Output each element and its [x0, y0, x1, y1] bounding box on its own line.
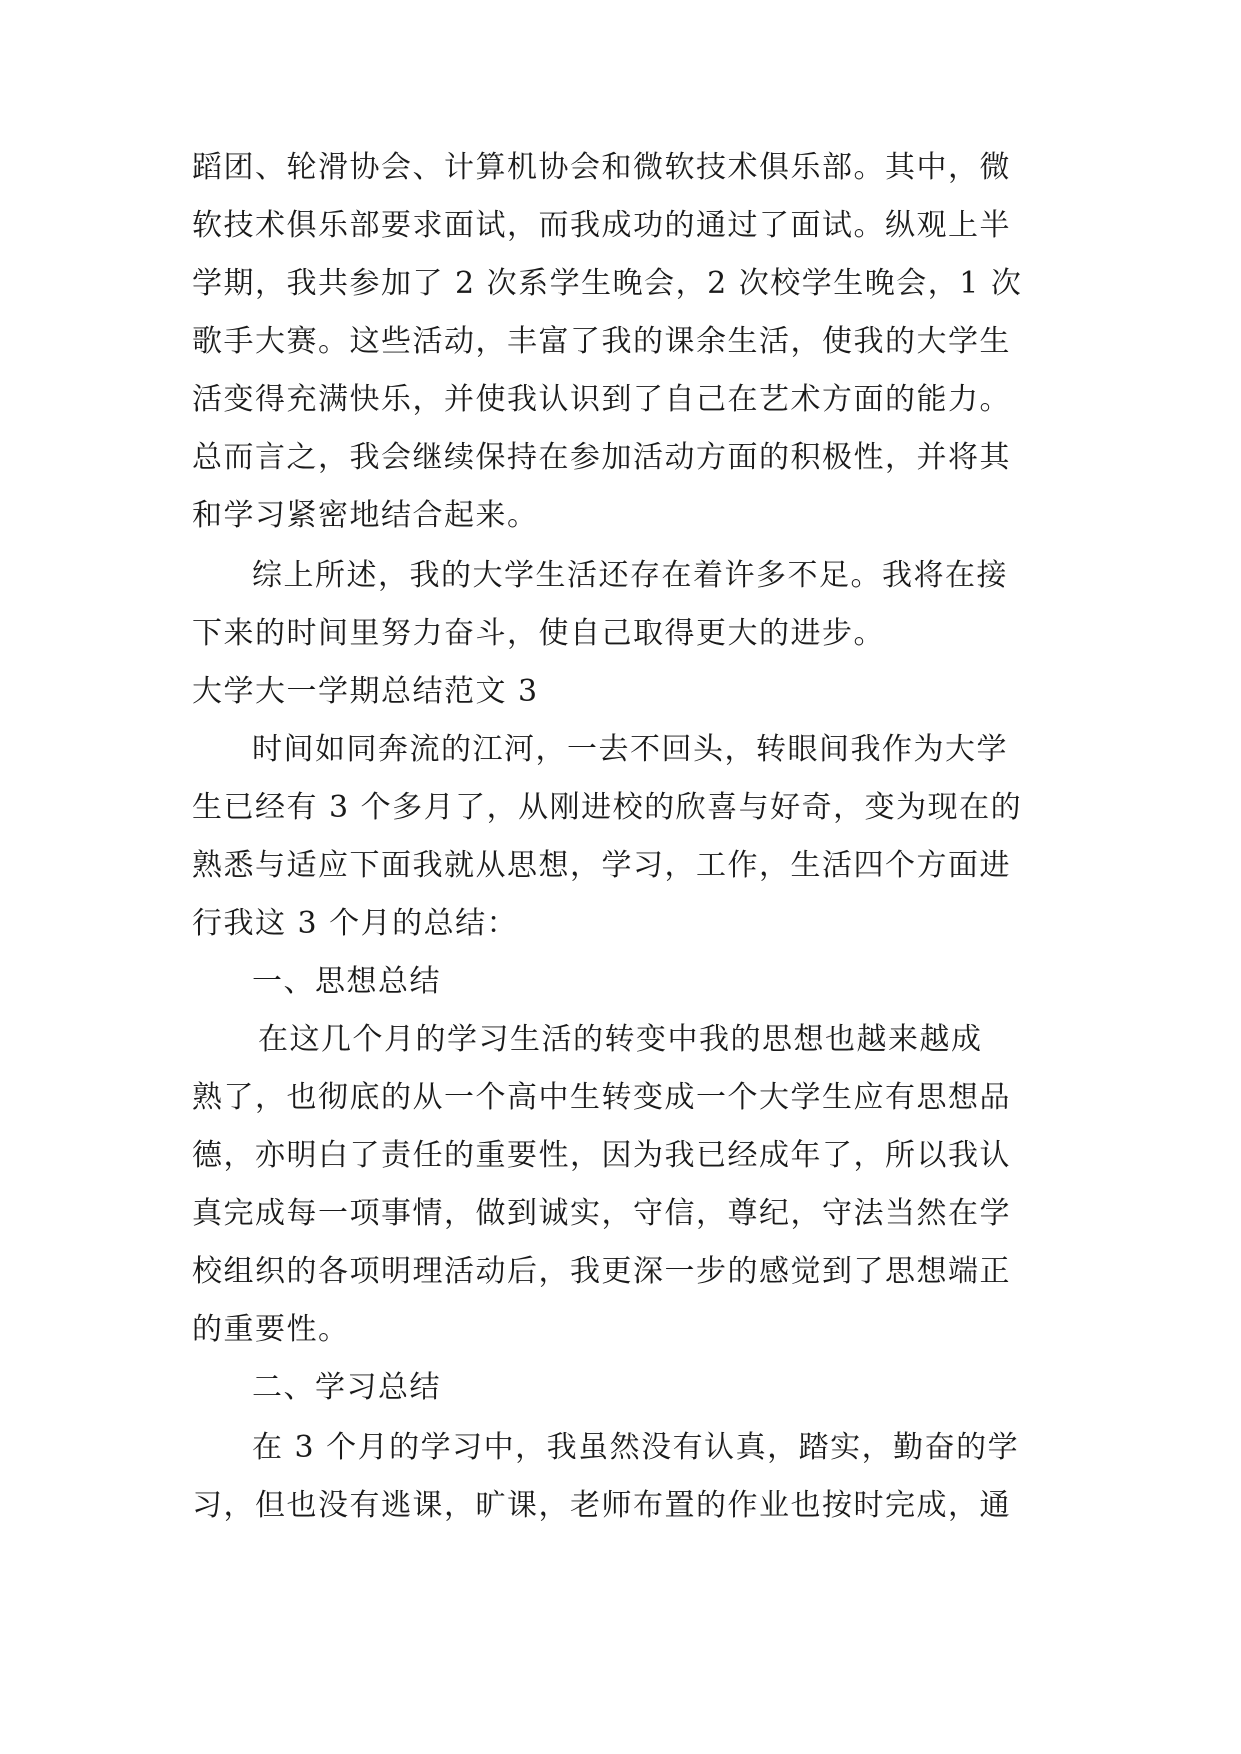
text-line: 学期，我共参加了 2 次系学生晚会，2 次校学生晚会，1 次	[192, 266, 1023, 301]
text-line: 校组织的各项明理活动后，我更深一步的感觉到了思想端正	[192, 1254, 1011, 1289]
text-line: 行我这 3 个月的总结：	[192, 906, 519, 941]
text-line: 德，亦明白了责任的重要性，因为我已经成年了，所以我认	[192, 1138, 1011, 1173]
text-line: 的重要性。	[192, 1312, 350, 1347]
text-line: 活变得充满快乐，并使我认识到了自己在艺术方面的能力。	[192, 382, 1011, 417]
section-title: 大学大一学期总结范文 3	[192, 674, 539, 709]
subheading: 一、思想总结	[252, 964, 441, 999]
paragraph-first-line: 时间如同奔流的江河，一去不回头，转眼间我作为大学	[252, 732, 1008, 767]
text-line: 生已经有 3 个多月了，从刚进校的欣喜与好奇，变为现在的	[192, 790, 1023, 825]
subheading: 二、学习总结	[252, 1370, 441, 1405]
text-line: 软技术俱乐部要求面试，而我成功的通过了面试。纵观上半	[192, 208, 1011, 243]
text-line: 真完成每一项事情，做到诚实，守信，尊纪，守法当然在学	[192, 1196, 1011, 1231]
text-line: 蹈团、轮滑协会、计算机协会和微软技术俱乐部。其中，微	[192, 150, 1011, 185]
paragraph-first-line: 在这几个月的学习生活的转变中我的思想也越来越成	[258, 1022, 983, 1057]
text-line: 熟了，也彻底的从一个高中生转变成一个大学生应有思想品	[192, 1080, 1011, 1115]
paragraph-first-line: 综上所述，我的大学生活还存在着许多不足。我将在接	[252, 558, 1008, 593]
text-line: 习，但也没有逃课，旷课，老师布置的作业也按时完成，通	[192, 1488, 1011, 1523]
text-line: 熟悉与适应下面我就从思想，学习，工作，生活四个方面进	[192, 848, 1011, 883]
text-line: 下来的时间里努力奋斗，使自己取得更大的进步。	[192, 616, 885, 651]
text-line: 和学习紧密地结合起来。	[192, 498, 539, 533]
text-line: 总而言之，我会继续保持在参加活动方面的积极性，并将其	[192, 440, 1011, 475]
paragraph-first-line: 在 3 个月的学习中，我虽然没有认真，踏实，勤奋的学	[252, 1430, 1020, 1465]
text-line: 歌手大赛。这些活动，丰富了我的课余生活，使我的大学生	[192, 324, 1011, 359]
